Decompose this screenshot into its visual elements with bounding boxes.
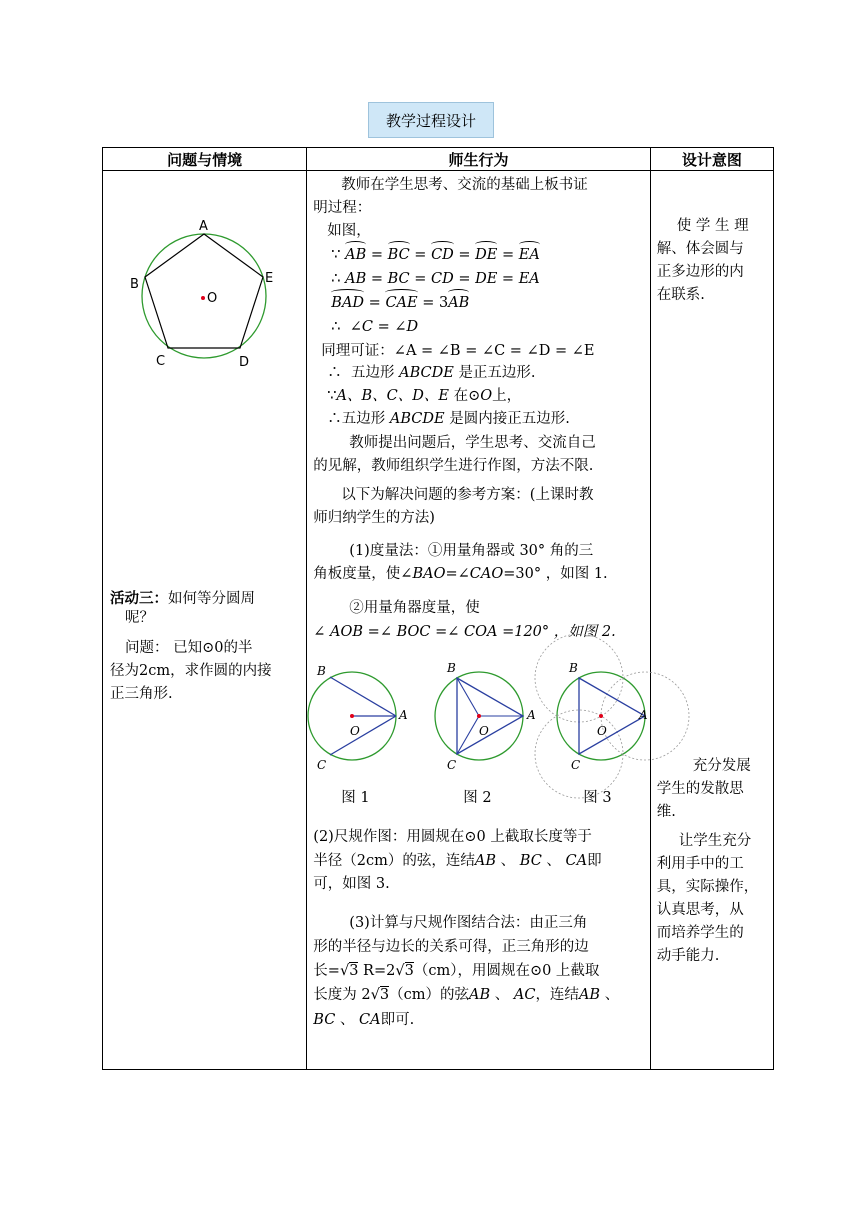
proof-arcs-line (331, 244, 540, 267)
therefore-symbol: ∴ (331, 319, 341, 335)
m4-end: 即可. (380, 1012, 415, 1028)
m3-sep: 、 (500, 853, 516, 869)
problem-line-1: 问题： 已知⊙0的半 (125, 640, 253, 656)
therefore-symbol: ∴ (331, 271, 341, 287)
m4-bc: BC (313, 1012, 336, 1028)
m1-pre: 角板度量，使∠ (313, 566, 413, 582)
m4-ab: AB (469, 987, 491, 1003)
fig1-line-ca (330, 716, 396, 755)
therefore-symbol: ∴ (327, 365, 342, 381)
m4-chord: （cm）的弦 (389, 987, 469, 1003)
sqrt-symbol: √ (370, 987, 380, 1003)
m3-pre: 半径（2cm）的弦，连结 (313, 853, 475, 869)
sqrt-symbol: √ (395, 963, 405, 979)
arc-ea: EA (519, 244, 540, 267)
activity-label: 活动三： (110, 590, 168, 607)
m4-side: 长= (313, 963, 340, 979)
intent-3-line-1: 让学生充分 (678, 833, 752, 849)
intent-1-line-3: 正多边形的内 (656, 264, 744, 280)
on-circle-post: 上， (492, 388, 522, 404)
m4-connect: ，连结 (535, 987, 579, 1003)
sqrt-radicand: 3 (404, 963, 414, 979)
fig3-label-a: A (639, 708, 648, 722)
eq-sign: = (370, 247, 384, 263)
abcde-label: ABCDE (399, 365, 454, 381)
m4-line-5 (313, 1009, 414, 1032)
intent-cell (650, 171, 773, 1070)
m3-line-1: (2)尺规作图：用圆规在⊙0 上截取长度等于 (313, 829, 592, 845)
arc-ab-2: AB (448, 292, 469, 315)
o-letter: O (480, 388, 493, 404)
m4-sep: 、 (604, 987, 620, 1003)
because-symbol: ∵ (331, 247, 341, 263)
eq-sign: = (502, 247, 515, 263)
pentagon-center-dot (201, 296, 205, 300)
fig2-center-dot (477, 714, 481, 718)
proof-angle-cd-line (331, 316, 418, 339)
m3-ca: CA (565, 853, 588, 869)
arc-de: DE (475, 244, 497, 267)
m4-ab2: AB (578, 987, 601, 1003)
proof-inscribed-line (327, 408, 570, 431)
m4-sep: 、 (339, 1012, 355, 1028)
sqrt-radicand: 3 (349, 963, 359, 979)
fig2-label-c: C (447, 758, 457, 772)
arc-ab: AB (345, 244, 366, 267)
m3-line-3: 可，如图 3. (313, 876, 390, 892)
p1-line-3: 如图， (327, 223, 371, 239)
fig2-label-o: O (479, 724, 490, 738)
m4-r: R=2 (358, 963, 396, 979)
points-label: A、B、C、D、E (336, 388, 449, 404)
m1-post: =30° ，如图 1. (503, 566, 608, 582)
m1-line-1: (1)度量法：①用量角器或 30° 角的三 (349, 543, 594, 559)
eq-sign: = (414, 247, 427, 263)
angle-c-d: ∠C = ∠D (349, 319, 419, 335)
sqrt-symbol: √ (339, 963, 350, 979)
because-symbol: ∵ (327, 388, 337, 404)
figure-1 (308, 664, 408, 772)
m2-line-1: ②用量角器度量，使 (349, 600, 480, 616)
m4-sep: 、 (494, 987, 510, 1003)
fig1-label-c: C (317, 758, 327, 772)
inscribed-pre: 五边形 (341, 411, 386, 427)
intent-3-line-3: 具，实际操作， (656, 879, 759, 895)
table-row (103, 171, 774, 1070)
three-coef: 3 (438, 295, 449, 311)
eq-sign: = (458, 247, 471, 263)
m1-cao: CAO (469, 566, 504, 582)
fig2-label-a: A (527, 708, 536, 722)
pentagon-label-o: O (207, 291, 218, 306)
inscribed-post: 是圆内接正五边形. (449, 411, 570, 427)
problem-line-3: 正三角形. (110, 686, 173, 702)
pentagon-label-c: C (156, 354, 166, 369)
pentagon-label-d: D (239, 355, 250, 370)
fig1-label-a: A (399, 708, 408, 722)
m3-ab: AB (474, 853, 497, 869)
pentagon-label-a: A (199, 219, 208, 234)
regular-post: 是正五边形. (458, 365, 536, 381)
regular-pre: 五边形 (351, 365, 395, 381)
m3-end: 即 (587, 853, 602, 869)
intent-2-line-1: 充分发展 (692, 758, 751, 774)
m3-line-2 (313, 850, 601, 873)
abcde-label: ABCDE (389, 411, 445, 427)
m4-line-1: (3)计算与尺规作图结合法：由正三角 (349, 915, 588, 931)
intent-1-line-4: 在联系. (656, 287, 705, 303)
m4-ac: AC (513, 987, 536, 1003)
intent-2-line-2: 学生的发散思 (656, 781, 744, 797)
problem-line-2: 径为2cm，求作圆的内接 (110, 663, 272, 679)
pentagon-circumcircle (142, 234, 266, 358)
fig3-caption: 图 3 (583, 790, 612, 806)
pentagon-label-e: E (265, 271, 274, 286)
proof-arc-bad-line (331, 292, 469, 315)
chords-equal: AB = BC = CD = DE = EA (345, 271, 540, 287)
p2-line-1: 教师提出问题后，学生思考、交流自己 (349, 435, 596, 451)
arc-cd: CD (431, 244, 454, 267)
p2-line-2: 的见解，教师组织学生进行作图，方法不限. (313, 458, 594, 474)
activity-text-2: 呢？ (125, 610, 154, 626)
m4-line-2: 形的半径与边长的关系可得，正三角形的边 (313, 939, 589, 955)
fig1-label-b: B (317, 664, 327, 678)
header-intent: 设计意图 (650, 148, 773, 171)
table-header-row (103, 148, 774, 171)
fig3-center-dot (599, 714, 603, 718)
header-situation: 问题与情境 (103, 148, 307, 171)
header-behavior: 师生行为 (307, 148, 651, 171)
m1-mid: =∠ (445, 566, 470, 582)
p1-line-1: 教师在学生思考、交流的基础上板书证 (341, 177, 588, 193)
therefore-symbol: ∴ (327, 411, 342, 427)
p3-line-1: 以下为解决问题的参考方案：(上课时教 (341, 487, 594, 503)
pentagon-label-b: B (130, 277, 139, 292)
intent-2-line-3: 维. (656, 804, 676, 820)
arc-bc: BC (388, 244, 410, 267)
fig1-center-dot (350, 714, 354, 718)
m1-line-2 (313, 563, 607, 586)
eq-sign: = (422, 295, 435, 311)
m4-ca: CA (359, 1012, 381, 1028)
intent-3-line-6: 动手能力. (656, 948, 720, 964)
sqrt-radicand: 3 (379, 987, 390, 1003)
fig2-label-b: B (447, 661, 457, 675)
arc-cae: CAE (385, 292, 417, 315)
m2-line-2: ∠ AOB =∠ BOC =∠ COA =120° ，如图 2. (313, 624, 616, 640)
behavior-cell (307, 171, 651, 1070)
fig3-label-b: B (569, 661, 579, 675)
m4-cm: （cm），用圆规在⊙0 上截取 (413, 963, 600, 979)
p3-line-2: 师归纳学生的方法) (313, 510, 435, 526)
intent-3-line-5: 而培养学生的 (656, 925, 744, 941)
arc-bad: BAD (331, 292, 364, 315)
m3-bc: BC (519, 853, 542, 869)
m4-line-3 (313, 960, 599, 983)
m1-bao: BAO (412, 566, 446, 582)
proof-similarly-line: 同理可证：∠A = ∠B = ∠C = ∠D = ∠E (321, 343, 595, 359)
page-title: 教学过程设计 (368, 102, 494, 138)
m3-sep: 、 (546, 853, 561, 869)
fig1-label-o: O (350, 724, 361, 738)
pentagon-figure (103, 171, 307, 370)
situation-cell (103, 171, 307, 1070)
figures-row (307, 645, 650, 785)
proof-regular-line (327, 362, 535, 385)
fig1-caption: 图 1 (341, 790, 370, 806)
p1-line-2: 明过程： (313, 200, 372, 216)
on-circle: 在⊙ (453, 388, 481, 404)
intent-3-line-4: 认真思考，从 (656, 902, 744, 918)
fig2-caption: 图 2 (463, 790, 492, 806)
eq-sign: = (368, 295, 381, 311)
lesson-table (102, 147, 774, 1070)
intent-1-line-1: 使 学 生 理 (676, 218, 749, 234)
proof-points-line (327, 385, 521, 408)
activity-text: 如何等分圆周 (168, 591, 255, 607)
fig3-triangle (579, 678, 645, 754)
fig3-label-c: C (571, 758, 581, 772)
pentagon-shape (145, 234, 263, 348)
fig3-label-o: O (597, 724, 608, 738)
intent-1-line-2: 解、体会圆与 (656, 241, 744, 257)
fig1-line-ba (330, 677, 396, 716)
intent-3-line-2: 利用手中的工 (656, 856, 744, 872)
m4-line-4 (313, 984, 619, 1007)
figure-2 (435, 661, 536, 772)
m4-len: 长度为 2 (313, 987, 371, 1003)
proof-chords-line (331, 268, 539, 291)
